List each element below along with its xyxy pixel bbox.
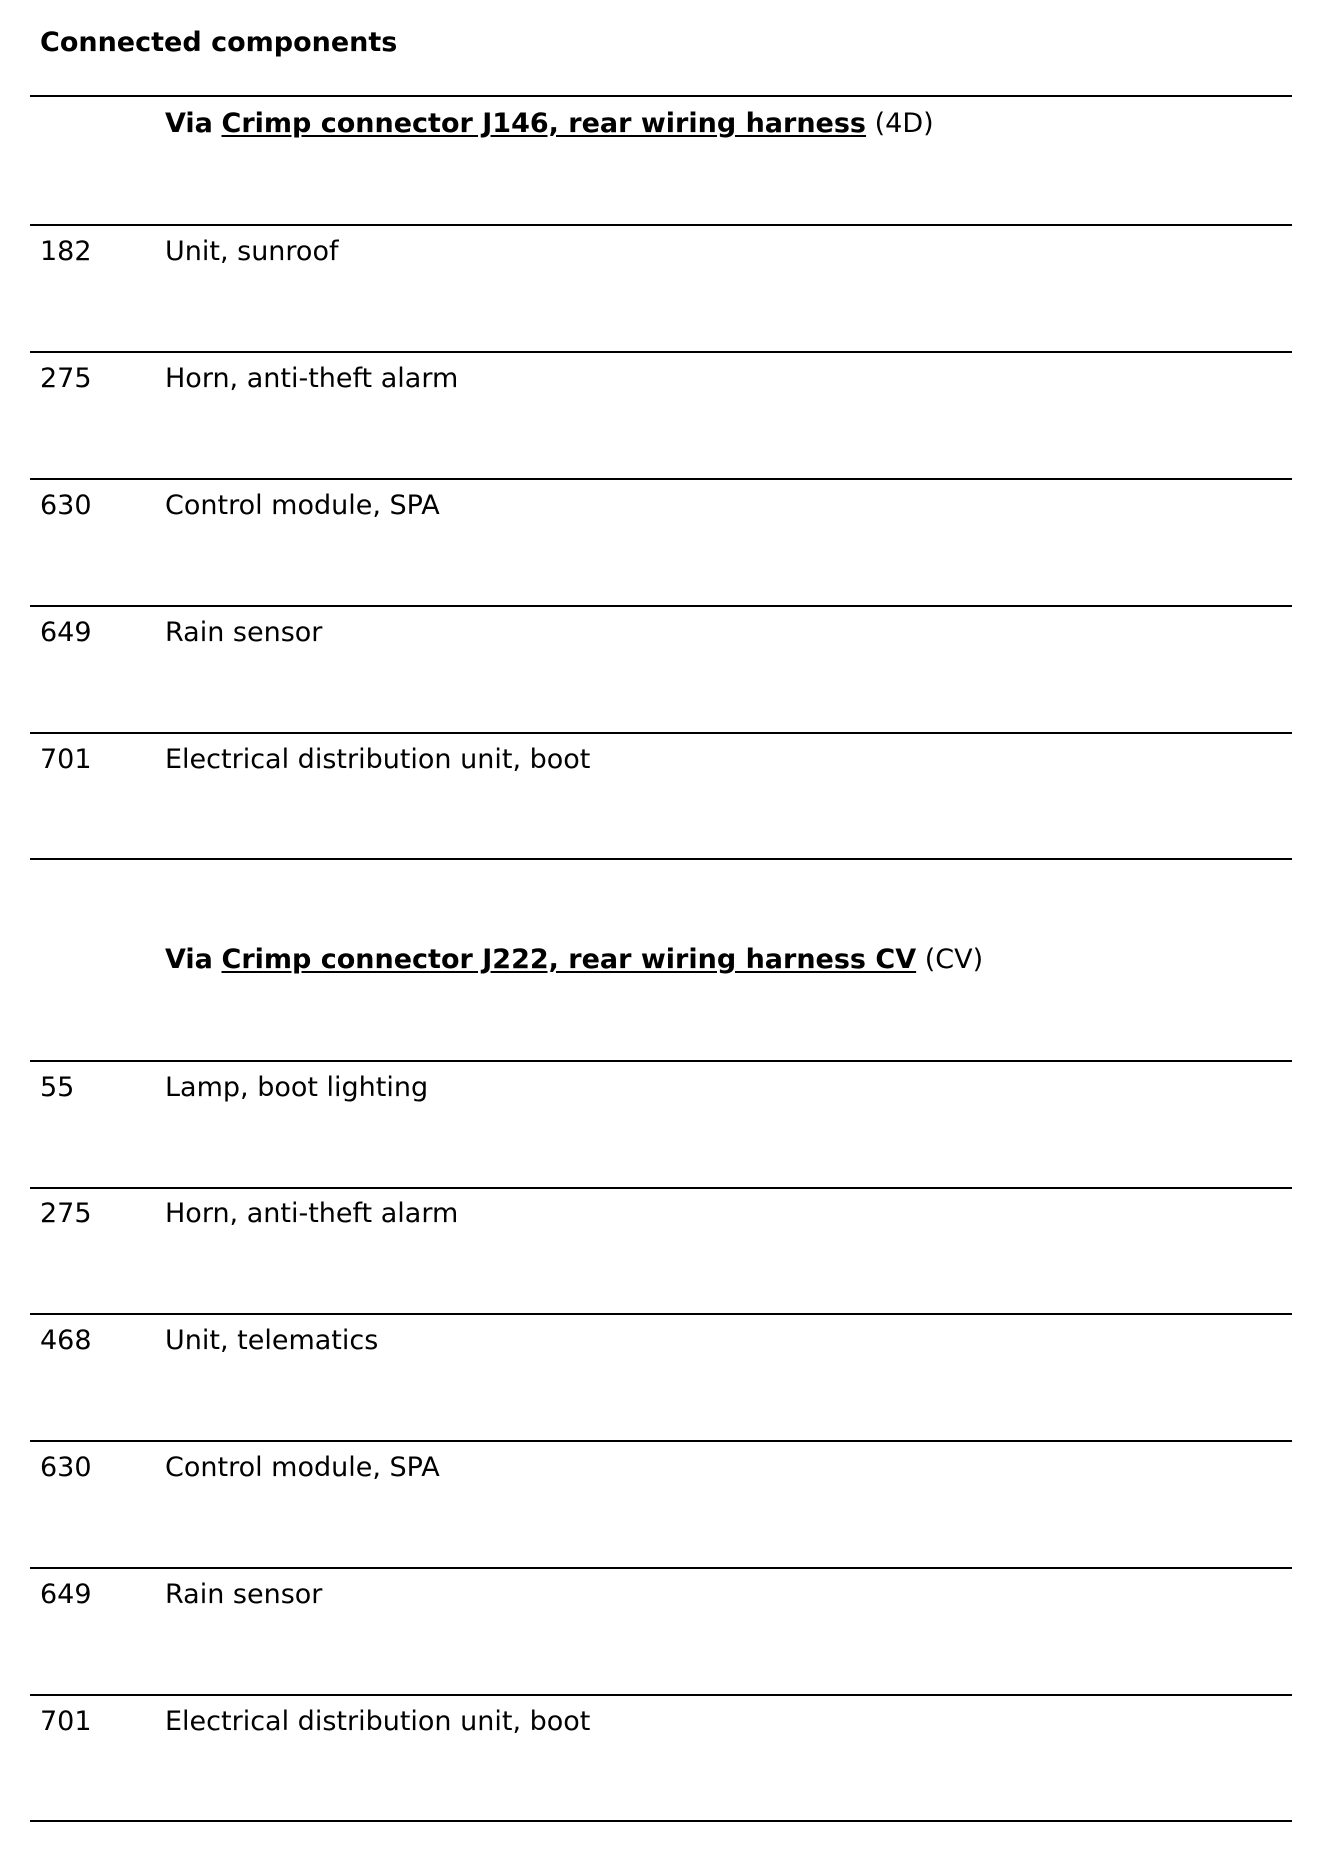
variant-label: (4D) — [874, 108, 934, 139]
component-description: Horn, anti-theft alarm — [165, 363, 459, 394]
table-rule — [30, 1820, 1292, 1822]
component-number: 701 — [40, 744, 92, 775]
table-rule — [30, 1694, 1292, 1696]
component-number: 468 — [40, 1325, 92, 1356]
component-description: Rain sensor — [165, 1579, 323, 1610]
table-rule — [30, 1313, 1292, 1315]
connector-link[interactable]: Crimp connector J222, rear wiring harness CV — [221, 944, 917, 975]
table-rule — [30, 351, 1292, 353]
component-number: 649 — [40, 1579, 92, 1610]
component-number: 630 — [40, 1452, 92, 1483]
component-number: 182 — [40, 236, 92, 267]
table-rule — [30, 1187, 1292, 1189]
table-rule — [30, 1567, 1292, 1569]
via-prefix: Via — [165, 108, 213, 139]
via-prefix: Via — [165, 944, 213, 975]
component-number: 701 — [40, 1706, 92, 1737]
table-rule — [30, 1060, 1292, 1062]
page-title: Connected components — [40, 27, 398, 58]
component-description: Horn, anti-theft alarm — [165, 1198, 459, 1229]
component-number: 630 — [40, 490, 92, 521]
table-rule — [30, 1440, 1292, 1442]
table-rule — [30, 732, 1292, 734]
component-description: Control module, SPA — [165, 1452, 440, 1483]
section-header — [165, 943, 983, 977]
table-rule — [30, 605, 1292, 607]
component-description: Unit, telematics — [165, 1325, 379, 1356]
table-rule — [30, 478, 1292, 480]
variant-label: (CV) — [924, 944, 984, 975]
component-description: Control module, SPA — [165, 490, 440, 521]
section-header — [165, 107, 934, 141]
table-rule — [30, 95, 1292, 97]
component-number: 275 — [40, 1198, 92, 1229]
component-description: Electrical distribution unit, boot — [165, 1706, 591, 1737]
table-rule — [30, 224, 1292, 226]
connector-link[interactable]: Crimp connector J146, rear wiring harness — [221, 108, 867, 139]
component-description: Rain sensor — [165, 617, 323, 648]
component-number: 55 — [40, 1072, 75, 1103]
component-number: 275 — [40, 363, 92, 394]
component-description: Unit, sunroof — [165, 236, 339, 267]
table-rule — [30, 858, 1292, 860]
component-description: Electrical distribution unit, boot — [165, 744, 591, 775]
component-number: 649 — [40, 617, 92, 648]
component-description: Lamp, boot lighting — [165, 1072, 429, 1103]
